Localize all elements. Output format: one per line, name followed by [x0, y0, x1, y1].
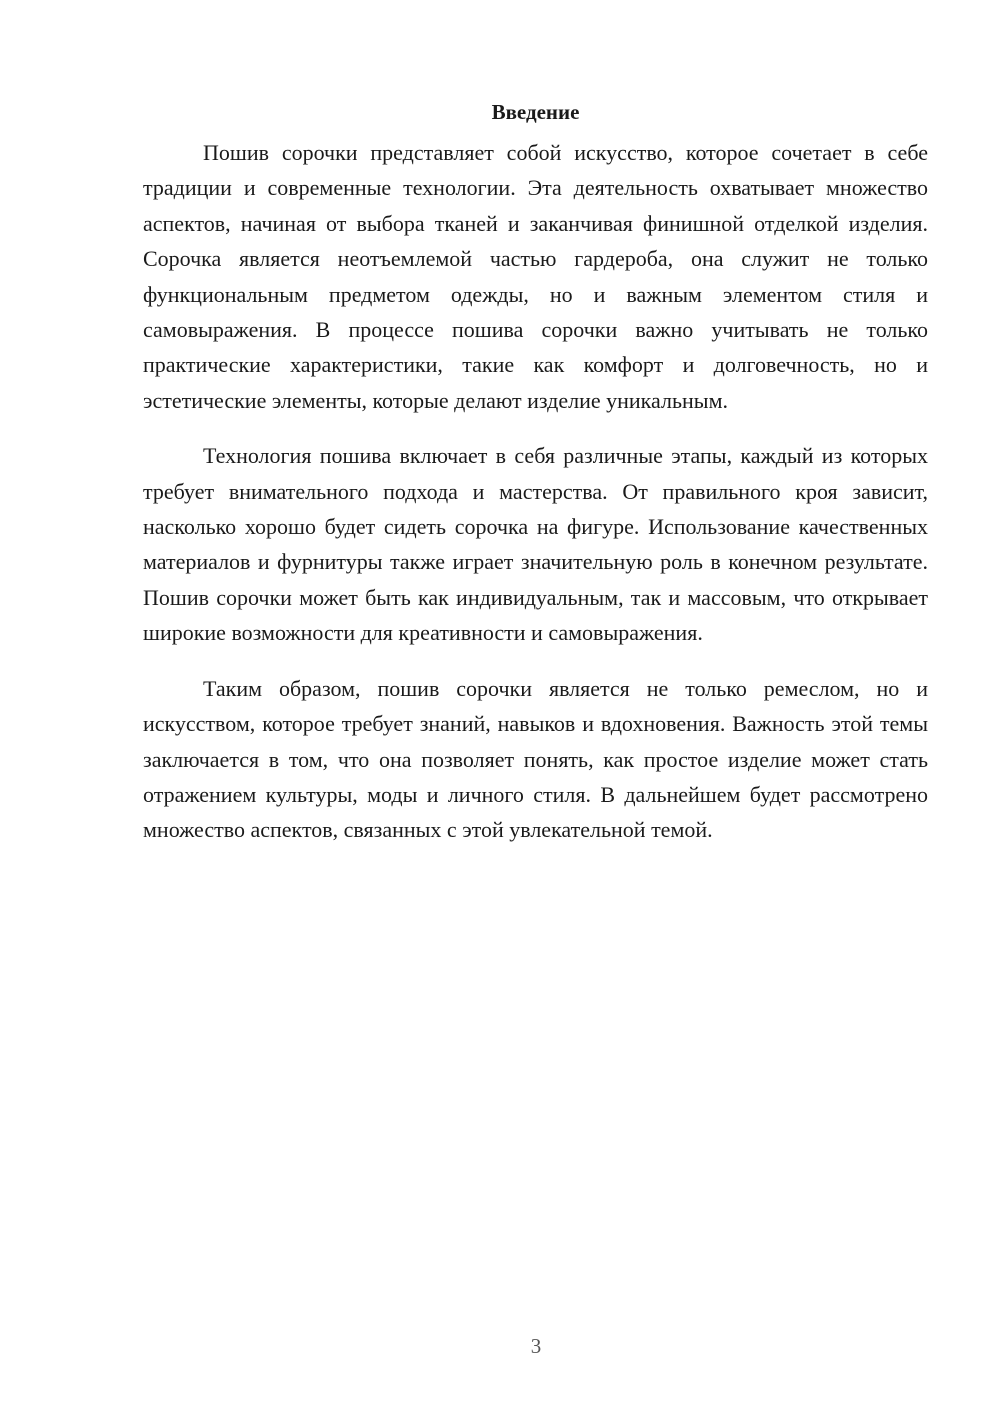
paragraph-2: Технология пошива включает в себя различные этапы, каждый из которых требует внимательного подхода и мастерства. От правильного кроя зависит, насколько хорошо будет сидеть сорочка на фигуре. Использование качественных материалов и фурнитуры также играет значительную роль в конечном результате. Пошив сорочки может быть как индивидуальным, так и массовым, что открывает широкие возможности для креативности и самовыражения. — [143, 443, 928, 646]
section-heading: Введение — [491, 100, 580, 124]
page-content — [143, 97, 928, 868]
page-number: 3 — [530, 1334, 542, 1358]
paragraph-3: Таким образом, пошив сорочки является не только ремеслом, но и искусством, которое требует знаний, навыков и вдохновения. Важность этой темы заключается в том, что она позволяет понять, как простое изделие может стать отражением культуры, моды и личного стиля. В дальнейшем будет рассмотрено множество аспектов, связанных с этой увлекательной темой. — [143, 675, 928, 843]
paragraph-1: Пошив сорочки представляет собой искусство, которое сочетает в себе традиции и современные технологии. Эта деятельность охватывает множество аспектов, начиная от выбора тканей и заканчивая финишной отделкой изделия. Сорочка является неотъемлемой частью гардероба, она служит не только функциональным предметом одежды, но и важным элементом стиля и самовыражения. В процессе пошива сорочки важно учитывать не только практические характеристики, такие как комфорт и долговечность, но и эстетические элементы, которые делают изделие уникальным. — [143, 140, 928, 413]
